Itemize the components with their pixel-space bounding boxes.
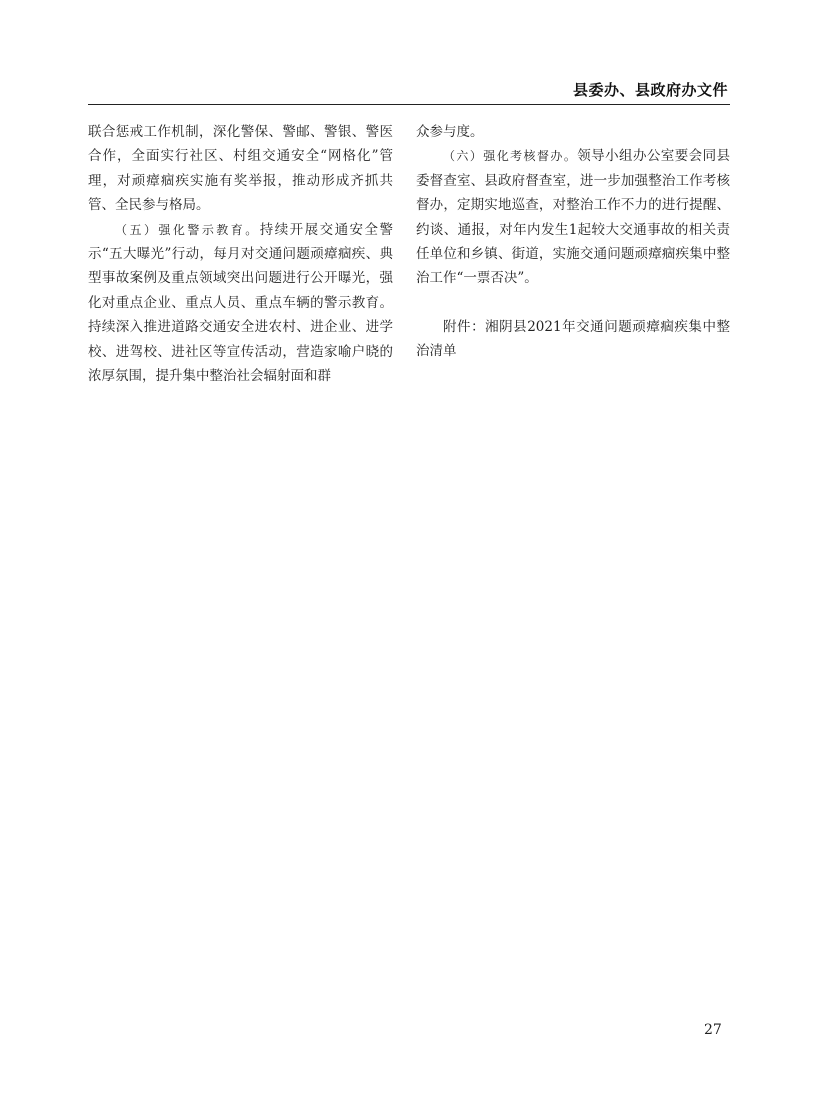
section-5-body: 持续开展交通安全警示“五大曝光”行动，每月对交通问题顽瘴痼疾、典型事故案例及重点领域突出问题进行公开曝光，强化对重点企业、重点人员、重点车辆的警示教育。持续深入推进道路交通安全进农村、进企业、进学校、进驾校、进社区等宣传活动，营造家喻户晓的浓厚氛围，提升集中整治社会辐射面和群: [88, 221, 393, 385]
page-header: [88, 76, 730, 105]
section-6-paragraph: [416, 144, 730, 290]
right-paragraph-continuation: 众参与度。: [416, 124, 484, 140]
section-5-paragraph: [88, 218, 393, 389]
left-paragraph-continuation: 联合惩戒工作机制，深化警保、警邮、警银、警医合作，全面实行社区、村组交通安全“网格化”管理，对顽瘴痼疾实施有奖举报，推动形成齐抓共管、全民参与格局。: [88, 124, 393, 214]
right-column: [416, 120, 730, 364]
section-6-body: 领导小组办公室要会同县委督查室、县政府督查室，进一步加强整治工作考核督办，定期实地巡查，对整治工作不力的进行提醒、约谈、通报，对年内发生1起较大交通事故的相关责任单位和乡镇、街道，实施交通问题顽瘴痼疾集中整治工作“一票否决”。: [416, 148, 730, 287]
section-5-heading: （五）强化警示教育。: [115, 222, 260, 237]
attachment-note: 附件：湘阴县2021年交通问题顽瘴痼疾集中整治清单: [416, 318, 730, 360]
left-column: [88, 120, 393, 388]
header-title: 县委办、县政府办文件: [572, 81, 728, 99]
section-6-heading: （六）强化考核督办。: [443, 149, 578, 164]
page-number: 27: [704, 1022, 722, 1038]
